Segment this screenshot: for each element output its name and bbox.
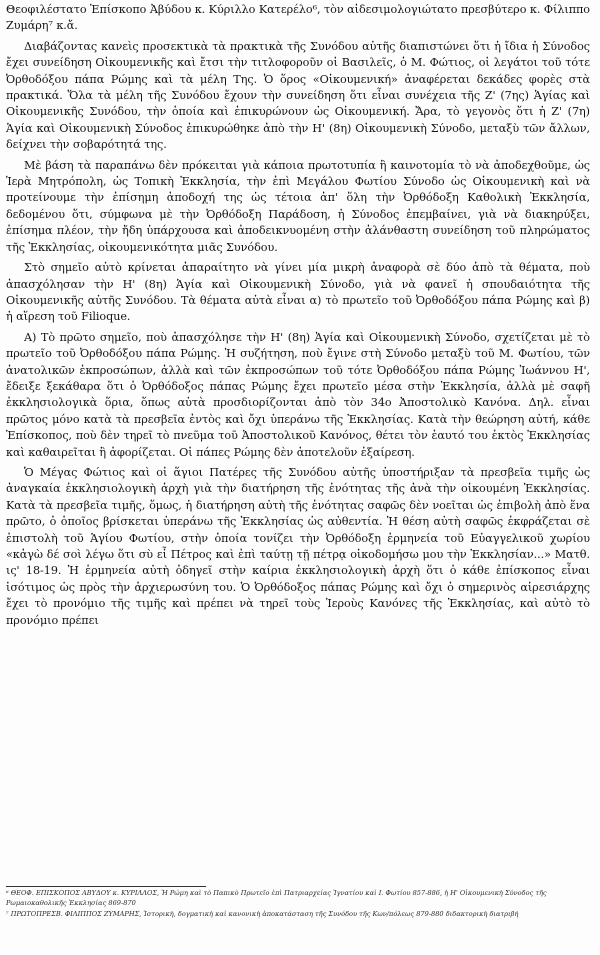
paragraph-3: Μὲ βάση τὰ παραπάνω δὲν πρόκειται γιὰ κάποια πρωτοτυπία ἢ καινοτομία τὸ νὰ ἀποδεχθοῦμε, ὡς Ἱερὰ Μητρόπολη, ὡς Τοπικὴ Ἐκκλησία, τὴν ἐπὶ Μεγάλου Φωτίου Σύνοδο ὡς Οἰκουμενικὴ καὶ νὰ προτείνουμε τὴν ἐπίσημη ἀποδοχή της ὡς τέτοια ἀπ' ὅλη τὴν Ὀρθόδοξη Καθολικὴ Ἐκκλησία, δεδομένου ὅτι, σύμφωνα μὲ τὴν Ὀρθόδοξη Παράδοση, ἡ Σύνοδος ἐπεμβαίνει, γιὰ νὰ διακηρύξει, ἐπίσημα πλέον, τὴν ἤδη ὑπάρχουσα καὶ ἀποδεικνυομένη στὴν ἀλάνθαστη συνείδηση τοῦ πληρώματος τῆς Ἐκκλησίας, οἰκουμενικότητα μιᾶς Συνόδου.: [6, 158, 590, 254]
footnote-divider: [6, 886, 206, 887]
footnote-6: ⁶ ΘΕΟΦ. ΕΠΙΣΚΟΠΟΣ ΑΒΥΔΟΥ κ. ΚΥΡΙΛΛΟΣ, Ἡ Ρώμη καὶ τὸ Παπικὸ Πρωτεῖο ἐπὶ Πατριαρχείας Ἰγνατίου καὶ Ι. Φωτίου 857-886, ἡ Η' Οἰκουμενικὴ Σύνοδος τῆς Ρωμαιοκαθολικῆς Ἐκκλησίας 869-870: [6, 889, 547, 907]
footnote-7: ⁷ ΠΡΩΤΟΠΡΕΣΒ. ΦΙΛΙΠΠΟΣ ΖΥΜΑΡΗΣ, Ἱστορικὴ, δογματικὴ καὶ κανονικὴ ἀποκατάσταση τῆς Συνόδου τῆς Κων/πόλεως 879-880 διδακτορικὴ διατριβή: [6, 910, 519, 919]
body-text: [6, 2, 590, 633]
footnotes: [6, 889, 594, 922]
paragraph-5: Α) Τὸ πρῶτο σημεῖο, ποὺ ἀπασχόλησε τὴν Η' (8η) Ἁγία καὶ Οἰκουμενικὴ Σύνοδο, σχετίζεται μὲ τὸ πρωτεῖο τοῦ Ὀρθοδόξου πάπα Ρώμης. Ἡ συζήτηση, ποὺ ἔγινε στὴ Σύνοδο μεταξὺ τοῦ Μ. Φωτίου, τῶν ἀνατολικῶν ἐκπροσώπων, ἀλλὰ καὶ τῶν ἐκπροσώπων τοῦ τότε Ὀρθοδόξου πάπα Ρώμης Ἰωάννου Η', ἔδειξε ξεκάθαρα ὅτι ὁ Ὀρθόδοξος πάπας Ρώμης ἔχει πρωτεῖο μέσα στὴν Ἐκκλησία, ἀλλὰ μὲ σαφῆ ἐκκλησιολογικὰ ὅρια, ὅπως αὐτὰ προσδιορίζονται ἀπὸ τὸν 34ο Ἀποστολικὸ Κανόνα. Δηλ. εἶναι πρῶτος μόνο κατὰ τὰ πρεσβεῖα ἐντὸς καὶ ὄχι ὑπεράνω τῆς Ἐκκλησίας. Κατὰ τὴν θεώρηση αὐτή, κάθε Ἐπίσκοπος, ποὺ δὲν τηρεῖ τὸ πνεῦμα τοῦ Ἀποστολικοῦ Κανόνος, θέτει τὸν ἑαυτό του ἐκτὸς Ἐκκλησίας καὶ καθαιρεῖται ἢ ἀφορίζεται. Οἱ πάπες Ρώμης δὲν ἀποτελοῦν ἐξαίρεση.: [6, 330, 590, 459]
paragraph-2: Διαβάζοντας κανεὶς προσεκτικὰ τὰ πρακτικὰ τῆς Συνόδου αὐτῆς διαπιστώνει ὅτι ἡ ἴδια ἡ Σύνοδος ἔχει συνείδηση Οἰκουμενικῆς καὶ ἔτσι τὴν τιτλοφοροῦν οἱ Βασιλεῖς, ὁ Μ. Φώτιος, οἱ λεγάτοι τοῦ τότε Ὀρθοδόξου πάπα Ρώμης καὶ τὰ μέλη Της. Ὁ ὅρος «Οἰκουμενική» ἀναφέρεται δεκάδες φορὲς στὰ πρακτικά. Ὅλα τὰ μέλη τῆς Συνόδου ἔχουν τὴν συνείδηση ὅτι εἶναι συνέχεια τῆς Ζ' (7ης) Ἁγίας καὶ Οἰκουμενικῆς Συνόδου, τὴν ὁποία καὶ ἐπικυρώνουν ὡς Οἰκουμενική. Ἄρα, τὸ γεγονὸς ὅτι ἡ Ζ' (7η) Ἁγία καὶ Οἰκουμενικὴ Σύνοδος ἐπικυρώθηκε ἀπὸ τὴν Η' (8η) Οἰκουμενικὴ Σύνοδο, μεταξὺ τῶν ἄλλων, δείχνει τὴν σοβαρότητά της.: [6, 39, 590, 152]
paragraph-1: Θεοφιλέστατο Ἐπίσκοπο Ἀβύδου κ. Κύριλλο Κατερέλο⁶, τὸν αἰδεσιμολογιώτατο πρεσβύτερο κ. Φίλιππο Ζυμάρη⁷ κ.ἄ.: [6, 3, 590, 33]
paragraph-4: Στὸ σημεῖο αὐτὸ κρίνεται ἀπαραίτητο νὰ γίνει μία μικρὴ ἀναφορὰ σὲ δύο ἀπὸ τὰ θέματα, ποὺ ἀπασχόλησαν τὴν Η' (8η) Ἁγία καὶ Οἰκουμενικὴ Σύνοδο, γιὰ νὰ φανεῖ ἡ σπουδαιότητα τῆς Οἰκουμενικῆς αὐτῆς Συνόδου. Τὰ θέματα αὐτὰ εἶναι α) τὸ πρωτεῖο τοῦ Ὀρθοδόξου πάπα Ρώμης καὶ β) ἡ αἵρεση τοῦ Filioque.: [6, 261, 590, 324]
paragraph-6: Ὁ Μέγας Φώτιος καὶ οἱ ἅγιοι Πατέρες τῆς Συνόδου αὐτῆς ὑποστήριξαν τὰ πρεσβεῖα τιμῆς ὡς ἀναγκαία ἐκκλησιολογικὴ ἀρχὴ γιὰ τὴν διατήρηση τῆς ἑνότητας τῆς ἀνὰ τὴν οἰκουμένη Ἐκκλησίας. Κατὰ τὰ πρεσβεῖα τιμῆς, ὅμως, ἡ διατήρηση αὐτὴ τῆς ἑνότητας σαφῶς δὲν νοεῖται ὡς ἐπιβολὴ ἀπὸ ἕνα πρῶτο, ὁ ὁποῖος βρίσκεται ὑπεράνω τῆς Ἐκκλησίας ὡς αὐθεντία. Ἡ θέση αὐτὴ σαφῶς ἐκφράζεται σὲ ἐπιστολὴ τοῦ Ἁγίου Φωτίου, στὴν ὁποία τονίζει τὴν Ὀρθόδοξη ἑρμηνεία τοῦ Εὐαγγελικοῦ χωρίου «κἀγὼ δέ σοὶ λέγω ὅτι σὺ εἶ Πέτρος καὶ ἐπὶ ταύτῃ τῇ πέτρᾳ οἰκοδομήσω μου τὴν Ἐκκλησίαν...» Ματθ. ις' 18-19. Ἡ ἑρμηνεία αὐτὴ ὁδηγεῖ στὴν καίρια ἐκκλησιολογικὴ ἀρχὴ ὅτι ὁ κάθε ἐπίσκοπος εἶναι ἰσότιμος ὡς πρὸς τὴν ἀρχιερωσύνη του. Ὁ Ὀρθόδοξος πάπας Ρώμης καὶ ὄχι ὁ σημερινὸς αἱρεσιάρχης ἔχει τὸ προνόμιο τῆς τιμῆς καὶ πρέπει νὰ τηρεῖ τοὺς Ἱεροὺς Κανόνες τῆς Ἐκκλησίας, καὶ αὐτὸ τὸ προνόμιο πρέπει: [6, 465, 590, 627]
